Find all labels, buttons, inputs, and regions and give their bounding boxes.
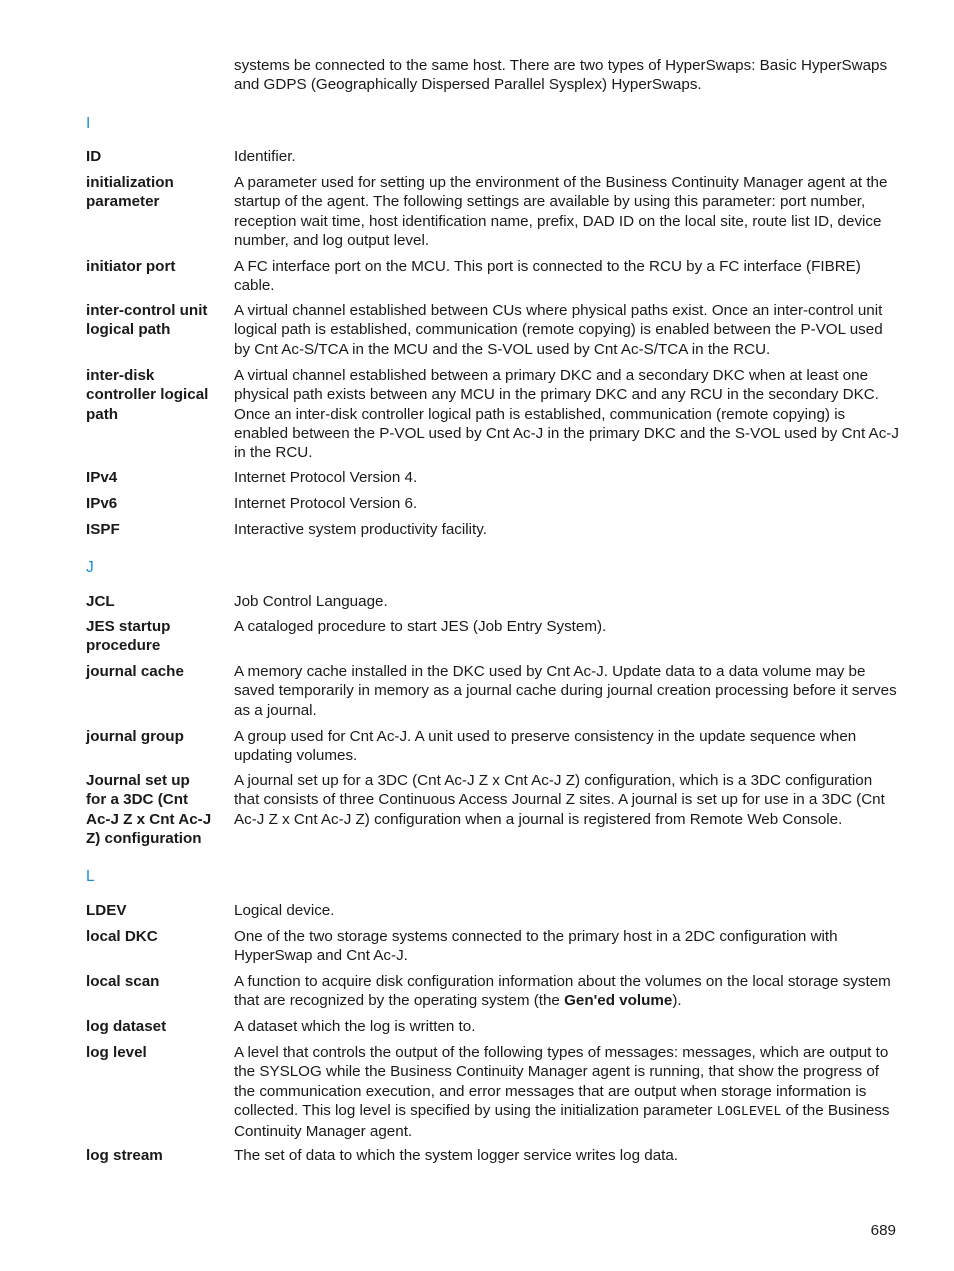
term-initialization-parameter: initialization parameter — [86, 174, 174, 211]
definition-local-dkc: One of the two storage systems connected to the primary host in a 2DC configuration with HyperSwap and Cnt Ac-J. — [234, 928, 838, 965]
term-jcl: JCL — [86, 593, 115, 610]
definition-journal-group: A group used for Cnt Ac-J. A unit used to preserve consistency in the update sequence when updating volumes. — [234, 728, 857, 765]
page-number: 689 — [870, 1222, 896, 1239]
term-log-level: log level — [86, 1044, 147, 1061]
term-inter-disk-controller-logical-path: inter-disk controller logical path — [86, 367, 209, 423]
term-id: ID — [86, 148, 102, 165]
definition-initialization-parameter: A parameter used for setting up the environment of the Business Continuity Manager agent at the startup of the agent. The following settings are available by using this parameter: port number, reception wait time, host identification name, prefix, DAD ID on the local site, route list ID, device number, and log output level. — [234, 174, 888, 249]
term-local-scan: local scan — [86, 973, 160, 990]
definition-log-level-text: A level that controls the output of the following types of messages: messages, which are output to the SYSLOG while the Business Continuity Manager agent is running, that show the progress of the communication execution, and error messages that are output when storage information is collected. This log level is specified by using the initialization parameter — [234, 1044, 889, 1119]
term-initiator-port: initiator port — [86, 258, 176, 275]
definition-ipv4: Internet Protocol Version 4. — [234, 469, 418, 486]
definition-journal-set-up-3dc: A journal set up for a 3DC (Cnt Ac-J Z x Cnt Ac-J Z) configuration, which is a 3DC configuration that consists of three Continuous Access Journal Z sites. A journal is set up for use in a 3DC (Cnt Ac-J Z x Cnt Ac-J Z) configuration when a journal is registered from Remote Web Console. — [234, 772, 885, 828]
definition-jes-startup-procedure: A cataloged procedure to start JES (Job Entry System). — [234, 618, 607, 635]
term-jes-startup-procedure: JES startup procedure — [86, 618, 171, 655]
definition-jcl: Job Control Language. — [234, 593, 388, 610]
definition-inter-control-unit-logical-path: A virtual channel established between CUs where physical paths exist. Once an inter-control unit logical path is established, communication (remote copying) is enabled between the P-VOL used by Cnt Ac-S/TCA in the MCU and the S-VOL used by Cnt Ac-S/TCA in the RCU. — [234, 302, 883, 358]
term-ipv4: IPv4 — [86, 469, 118, 486]
term-local-dkc: local DKC — [86, 928, 158, 945]
definition-initiator-port: A FC interface port on the MCU. This port is connected to the RCU by a FC interface (FIBRE) cable. — [234, 258, 861, 295]
definition-log-stream: The set of data to which the system logger service writes log data. — [234, 1147, 679, 1164]
definition-local-scan-end: ). — [672, 992, 682, 1010]
definition-local-scan-text: A function to acquire disk configuration information about the volumes on the local storage system that are recognized by the operating system (the — [234, 973, 891, 1010]
loglevel-parameter-code: LOGLEVEL — [716, 1104, 782, 1120]
gened-volume-term: Gen'ed volume — [564, 992, 673, 1010]
definition-local-scan — [234, 972, 900, 1011]
term-log-stream: log stream — [86, 1147, 163, 1164]
term-ispf: ISPF — [86, 521, 120, 538]
definition-ldev: Logical device. — [234, 902, 335, 919]
section-letter-i: I — [86, 115, 91, 132]
term-inter-control-unit-logical-path: inter-control unit logical path — [86, 302, 208, 339]
term-journal-set-up-3dc: Journal set up for a 3DC (Cnt Ac-J Z x Cnt Ac-J Z) configuration — [86, 772, 212, 847]
definition-log-level-end: of the Business Continuity Manager agent. — [234, 1101, 890, 1141]
term-log-dataset: log dataset — [86, 1018, 167, 1035]
definition-log-dataset: A dataset which the log is written to. — [234, 1018, 476, 1035]
definition-journal-cache: A memory cache installed in the DKC used by Cnt Ac-J. Update data to a data volume may be saved temporarily in memory as a journal cache during journal creation processing before it serves as a journal. — [234, 663, 897, 719]
definition-log-level — [234, 1043, 900, 1141]
definition-ispf: Interactive system productivity facility. — [234, 521, 487, 538]
term-journal-cache: journal cache — [86, 663, 184, 680]
term-ldev: LDEV — [86, 902, 127, 919]
section-letter-j: J — [86, 559, 94, 576]
intro-paragraph: systems be connected to the same host. There are two types of HyperSwaps: Basic HyperSwaps and GDPS (Geographically Dispersed Parallel Sysplex) HyperSwaps. — [234, 57, 888, 94]
term-ipv6: IPv6 — [86, 495, 118, 512]
term-journal-group: journal group — [86, 728, 184, 745]
definition-id: Identifier. — [234, 148, 296, 165]
definition-ipv6: Internet Protocol Version 6. — [234, 495, 418, 512]
section-letter-l: L — [86, 868, 95, 885]
definition-inter-disk-controller-logical-path: A virtual channel established between a primary DKC and a secondary DKC when at least one physical path exists between any MCU in the primary DKC and any RCU in the secondary DKC. Once an inter-disk controller logical path is established, communication (remote copying) is enabled between the P-VOL used by Cnt Ac-J in the primary DKC and the S-VOL used by Cnt Ac-J in the RCU. — [234, 367, 899, 462]
